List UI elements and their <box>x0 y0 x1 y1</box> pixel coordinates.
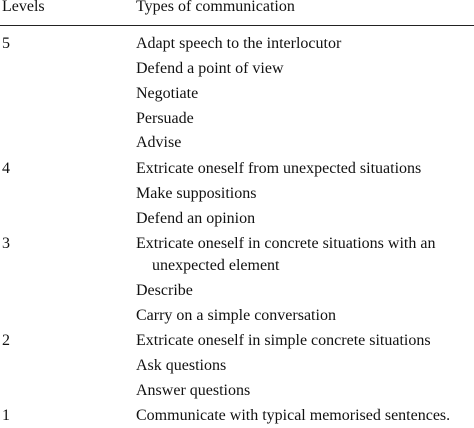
header-types-of-communication: Types of communication <box>136 0 295 15</box>
row-level: 1 <box>2 407 10 424</box>
row-communication-type: Carry on a simple conversation <box>136 307 336 324</box>
row-communication-type: Extricate oneself from unexpected situations <box>136 160 422 177</box>
row-communication-type: Negotiate <box>136 85 199 102</box>
row-communication-type: Ask questions <box>136 357 227 374</box>
row-communication-type: Persuade <box>136 110 194 127</box>
row-communication-type: Extricate oneself in simple concrete situations <box>136 332 431 349</box>
row-communication-type: Answer questions <box>136 382 251 399</box>
row-communication-type: Adapt speech to the interlocutor <box>136 35 342 52</box>
header-divider <box>0 25 474 26</box>
row-communication-type-continuation: unexpected element <box>152 257 280 274</box>
row-communication-type: Describe <box>136 282 193 299</box>
row-level: 5 <box>2 35 10 52</box>
row-communication-type: Make suppositions <box>136 185 257 202</box>
row-communication-type: Defend an opinion <box>136 210 256 227</box>
row-level: 4 <box>2 160 10 177</box>
header-levels: Levels <box>2 0 45 15</box>
row-level: 2 <box>2 332 10 349</box>
row-communication-type: Advise <box>136 134 182 151</box>
row-communication-type: Defend a point of view <box>136 60 284 77</box>
row-communication-type: Communicate with typical memorised sentences. <box>136 407 451 424</box>
row-level: 3 <box>2 235 10 252</box>
row-communication-type: Extricate oneself in concrete situations with an <box>136 235 436 252</box>
